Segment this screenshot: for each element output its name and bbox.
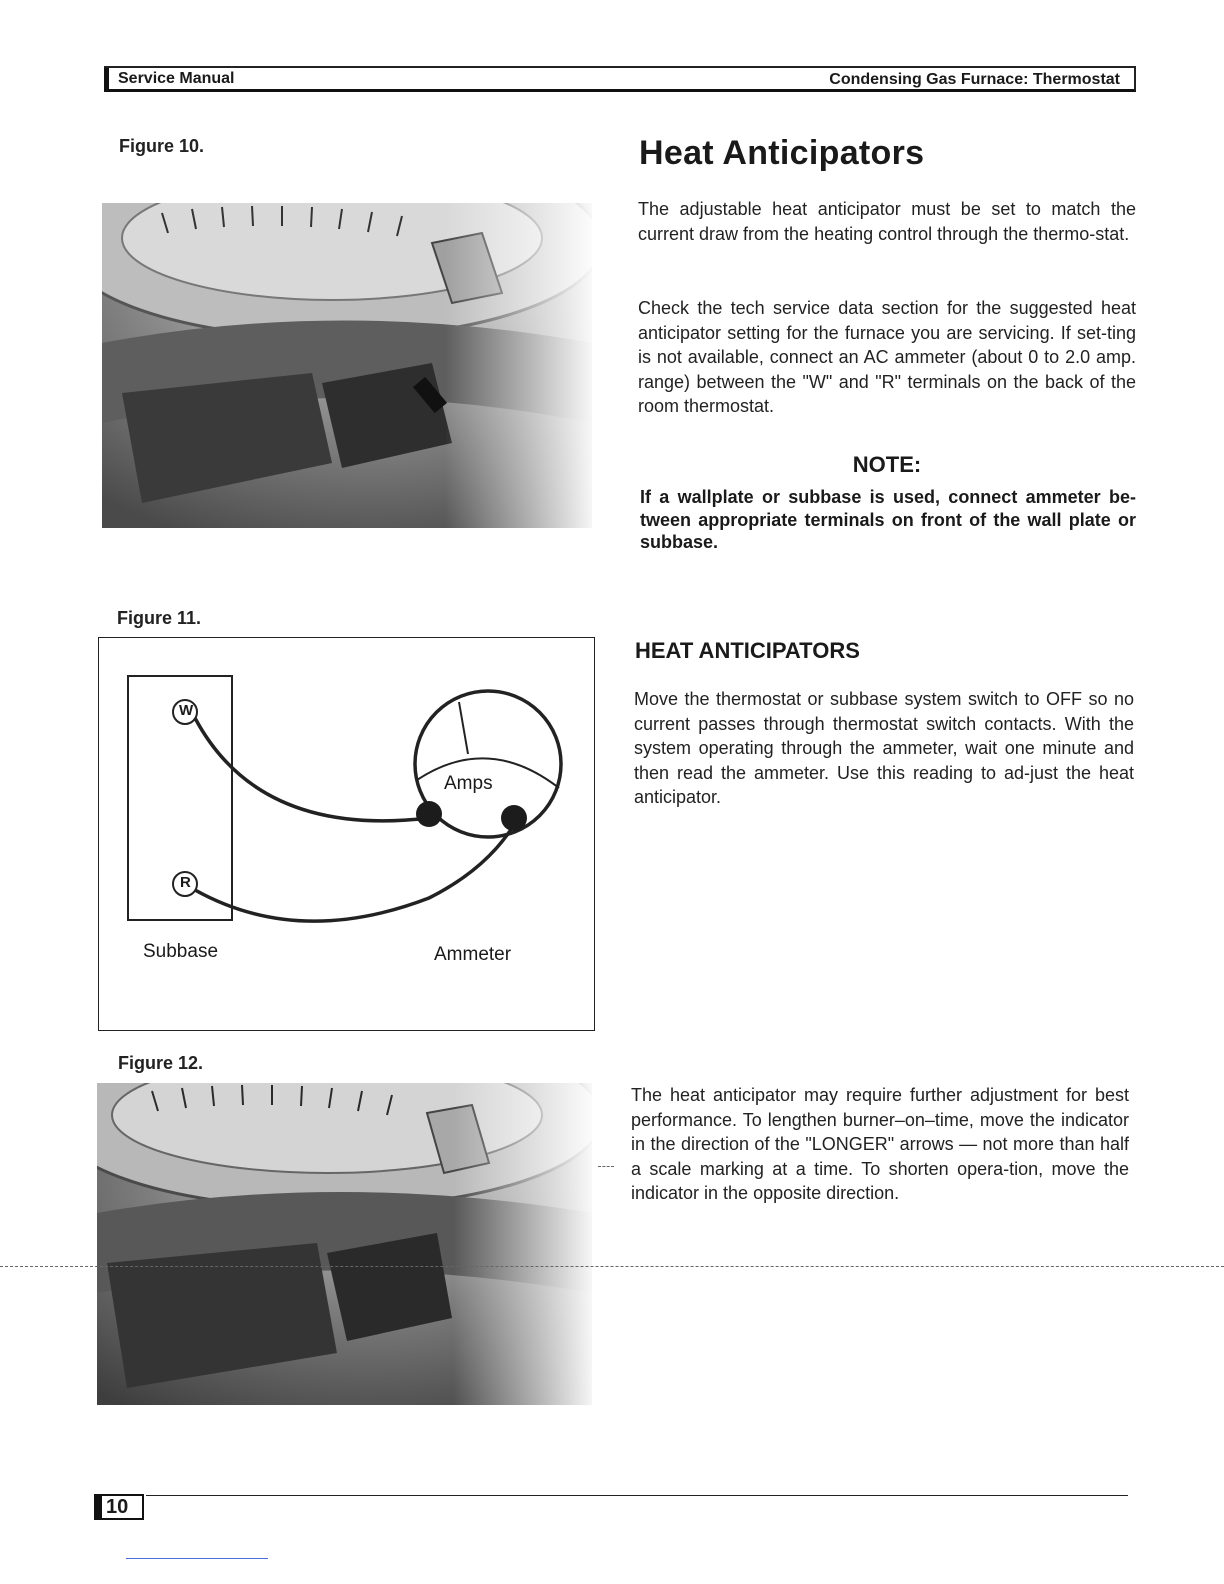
figure-11-label: Figure 11. [117,608,202,628]
header-bar-mark [104,68,109,92]
note-heading: NOTE: [852,452,922,477]
section1-paragraph-2: Check the tech service data section for the suggested heat anticipator setting for the furnace you are servicing. If set-ting is not available, connect an AC ammeter (about 0 to 2.0 amp. range) between the "W" and "R" terminals on the back of the room thermostat. [638,298,1136,416]
page-header [104,66,1136,92]
ammeter-terminal-left [416,801,442,827]
figure-12-photo [97,1083,592,1405]
section-title-heat-anticipators: Heat Anticipators [639,134,925,172]
blue-underline [126,1558,268,1559]
ammeter-terminal-right [501,805,527,831]
amps-label: Amps [444,773,493,794]
section2-paragraph: Move the thermostat or subbase system switch to OFF so no current passes through thermostat switch contacts. With the system operating through the ammeter, wait one minute and then read the ammeter. Use this reading to ad-just the heat anticipator. [634,689,1134,807]
terminal-w-label: W [179,702,194,719]
figure-10-label: Figure 10. [119,136,205,156]
header-section-title: Condensing Gas Furnace: Thermostat [829,71,1120,88]
section-heading-heat-anticipators: HEAT ANTICIPATORS [635,638,860,663]
ammeter-label: Ammeter [434,944,512,965]
scan-artifact-dash [598,1166,614,1167]
subbase-label: Subbase [143,941,219,962]
terminal-r-label: R [180,874,191,891]
note-text: If a wallplate or subbase is used, connect ammeter be-tween appropriate terminals on front of the wall plate or subbase. [640,487,1136,552]
scan-artifact-line [0,1266,1224,1267]
ammeter-wiring-diagram [98,637,595,1031]
ammeter-needle [459,702,468,754]
section3-paragraph: The heat anticipator may require further adjustment for best performance. To lengthen burner–on–time, move the indicator in the direction of the "LONGER" arrows — not more than half a scale marking at a time. To shorten opera-tion, move the indicator in the opposite direction. [631,1085,1129,1203]
section1-paragraph-1: The adjustable heat anticipator must be set to match the current draw from the heating control through the thermo-stat. [638,199,1136,244]
figure-10-photo [102,203,592,528]
page-number: 10 [94,1494,144,1520]
header-manual-title: Service Manual [118,70,235,87]
wire-w [195,718,429,821]
footer-rule [146,1495,1128,1496]
figure-12-label: Figure 12. [118,1053,204,1073]
